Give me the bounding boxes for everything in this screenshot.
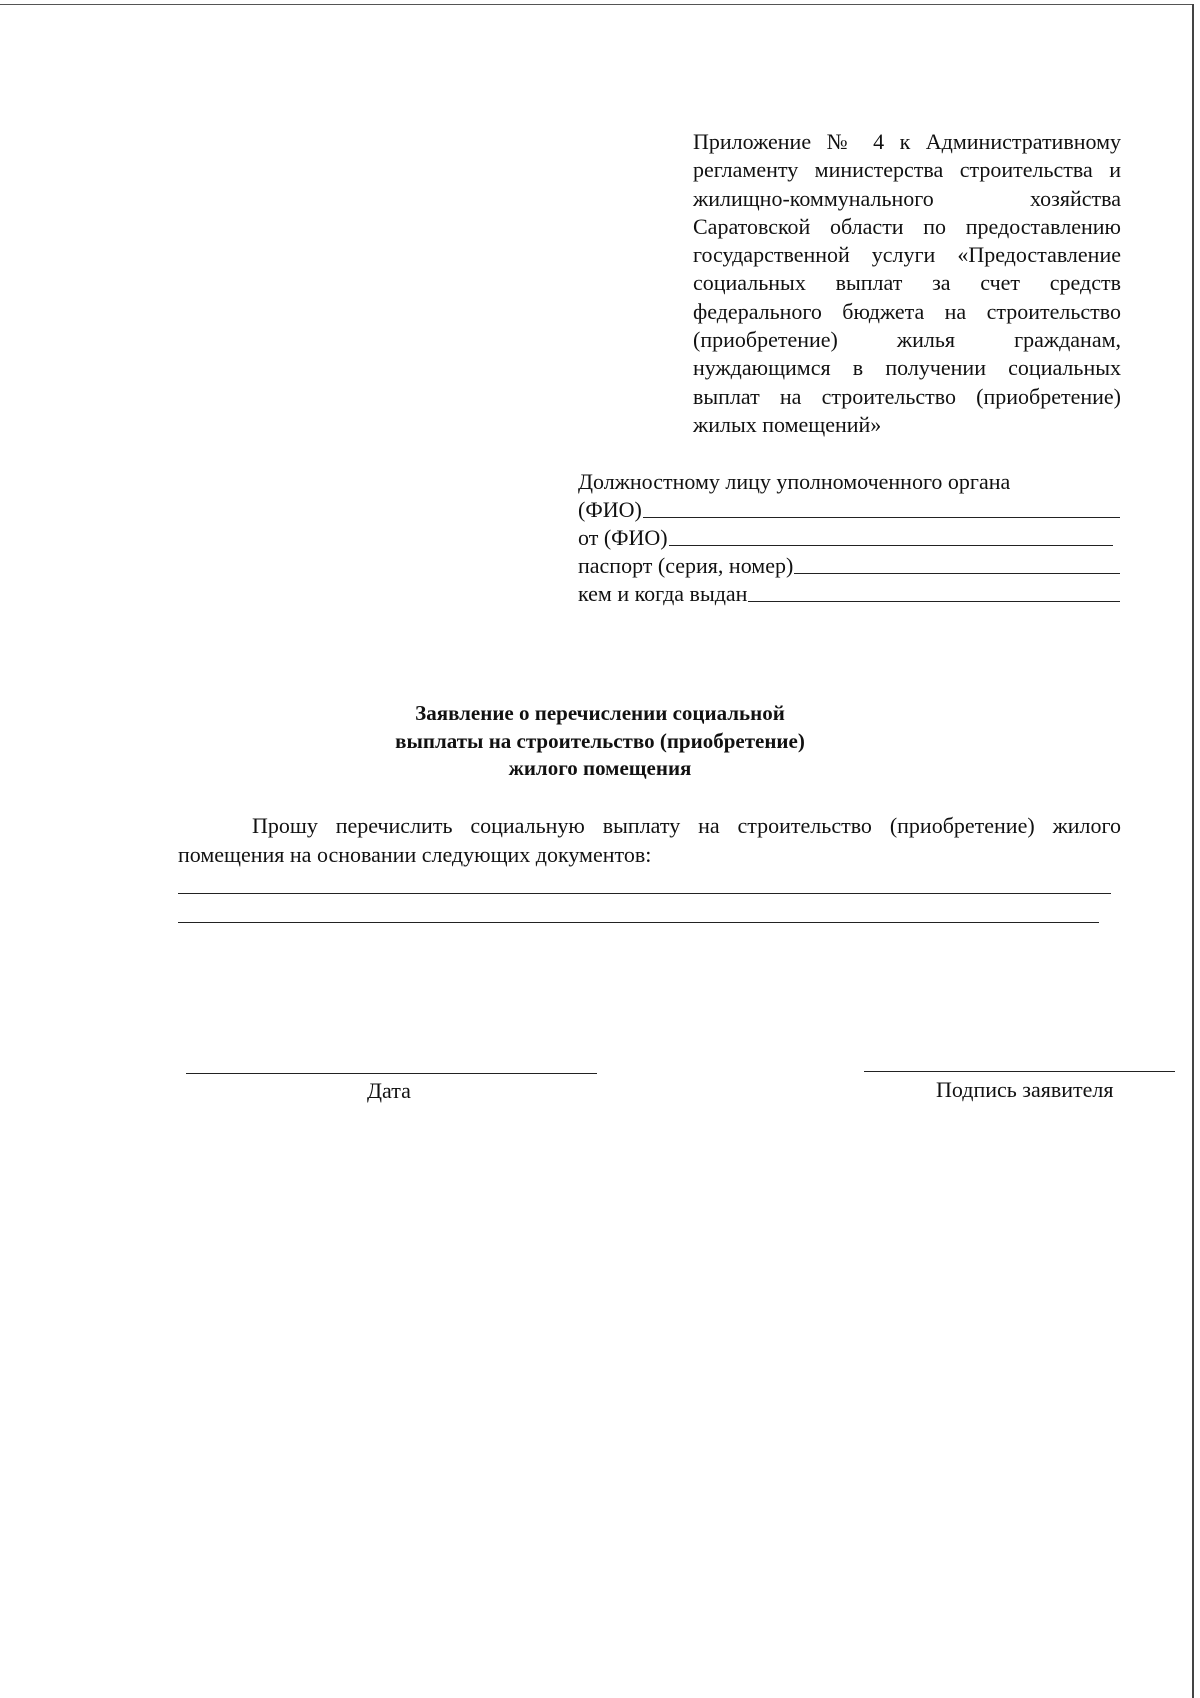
passport-label: паспорт (серия, номер) <box>578 553 794 578</box>
applicant-fio-field <box>578 524 1120 552</box>
date-blank-line[interactable] <box>186 1073 597 1074</box>
issued-by-field <box>578 580 1120 608</box>
applicant-fio-blank[interactable] <box>669 545 1113 546</box>
documents-blank-line-2[interactable] <box>178 922 1099 923</box>
issued-by-label: кем и когда выдан <box>578 581 748 606</box>
documents-blank-line-1[interactable] <box>178 893 1111 894</box>
official-fio-label: (ФИО) <box>578 497 642 522</box>
title-line-2: выплаты на строительство (приобретение) <box>395 728 805 753</box>
title-line-3: жилого помещения <box>508 756 692 780</box>
addressee-official-label: Должностному лицу уполномоченного органа <box>578 469 1011 494</box>
scan-border-top <box>0 4 1193 5</box>
request-paragraph: Прошу перечислить социальную выплату на строительство (приобретение) жилого помещения на основании следующих документов: <box>178 813 1121 867</box>
document-title <box>300 700 900 783</box>
applicant-fio-label: от (ФИО) <box>578 525 668 550</box>
signature-label: Подпись заявителя <box>936 1077 1114 1102</box>
annex-header: Приложение № 4 к Административному регламенту министерства строительства и жилищно-коммунального хозяйства Саратовской области по предоставлению государственной услуги «Предоставление социальных выплат за счет средств федерального бюджета на строительство (приобретение) жилья гражданам, нуждающимся в получении социальных выплат на строительство (приобретение) жилых помещений» <box>693 129 1121 437</box>
passport-blank[interactable] <box>794 573 1120 574</box>
date-label: Дата <box>367 1078 411 1103</box>
addressee-official <box>578 468 1120 496</box>
addressee-block <box>578 468 1120 608</box>
official-fio-field <box>578 496 1120 524</box>
issued-by-blank[interactable] <box>748 601 1120 602</box>
signature-blank-line[interactable] <box>864 1071 1175 1072</box>
passport-field <box>578 552 1120 580</box>
official-fio-blank[interactable] <box>643 517 1120 518</box>
title-line-1: Заявление о перечислении социальной <box>415 701 785 725</box>
scan-border-right <box>1192 4 1194 1698</box>
